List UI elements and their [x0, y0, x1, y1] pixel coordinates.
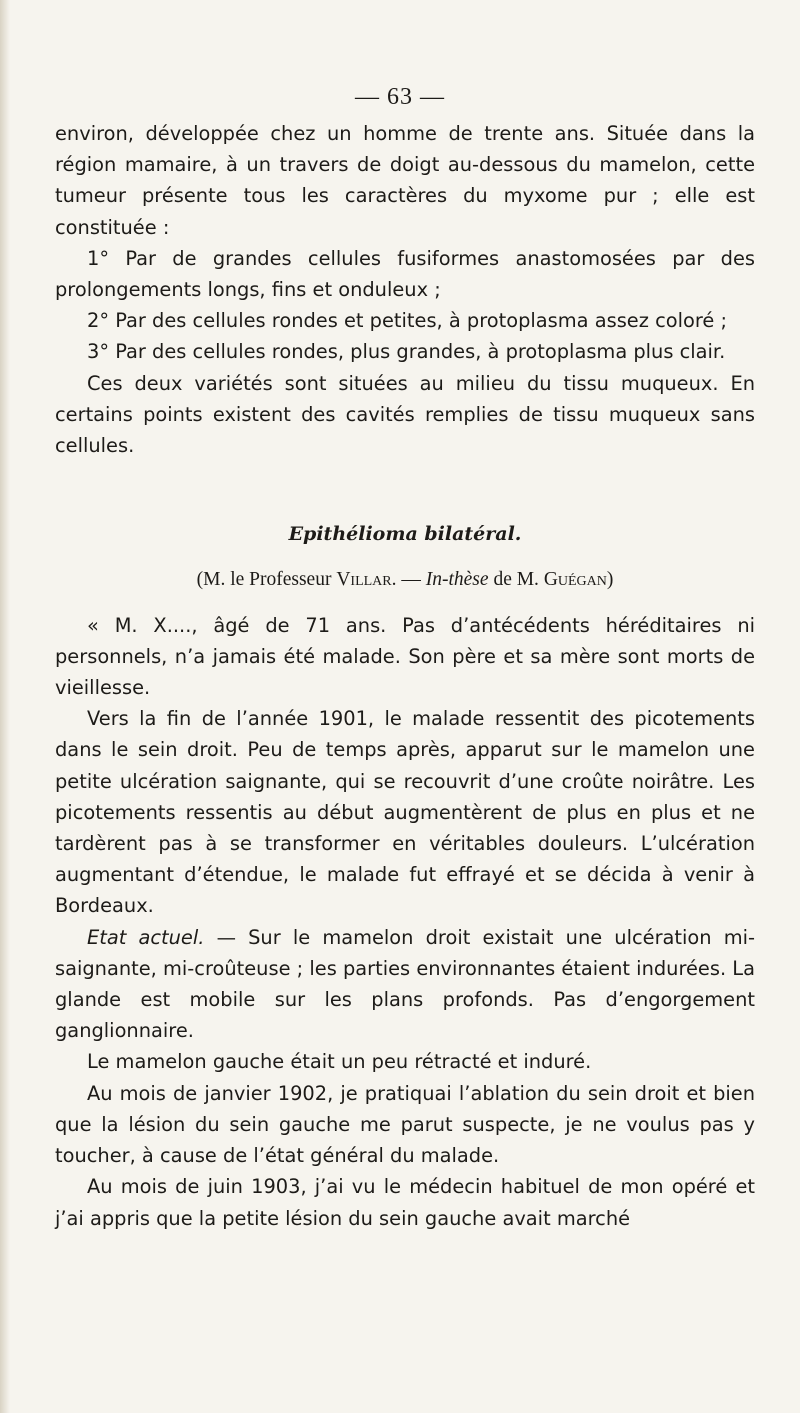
subtitle-open: (M. le Professeur [196, 569, 337, 591]
list-item-1: 1° Par de grandes cellules fusiformes anastomosées par des prolongements longs, fins et onduleux ; [55, 246, 755, 302]
subtitle-de: de M. [488, 569, 544, 591]
section-title: Epithélioma bilatéral. [288, 523, 522, 546]
section-subtitle [55, 564, 755, 595]
paragraph-varietes: Ces deux variétés sont situées au milieu du tissu muqueux. En certains points existent des cavités remplies de tissu muqueux sans cellules. [55, 371, 755, 458]
page-number: — 63 — [355, 84, 445, 110]
subtitle-close: ) [606, 569, 614, 591]
paragraph-suivi: Au mois de juin 1903, j’ai vu le médecin habituel de mon opéré et j’ai appris que la petite lésion du sein gauche avait marché [55, 1175, 755, 1230]
paragraph-ablation: Au mois de janvier 1902, je pratiquai l’ablation du sein droit et bien que la lésion du sein gauche me parut suspecte, je ne voulus pas y toucher, à cause de l’état général du malade. [55, 1081, 755, 1168]
paragraph-histoire: Vers la fin de l’année 1901, le malade ressentit des picotements dans le sein droit. Peu de temps après, apparut sur le mamelon une petite ulcération saignante, qui se recouvrit d’une croûte noirâtre. Les picotements ressentis au début augmentèrent de plus en plus et ne tardèrent pas à se transformer en véritables douleurs. L’ulcération augmentant d’étendue, le malade fut effrayé et se décida à venir à Bordeaux. [55, 707, 755, 918]
paragraph-mamelon-gauche: Le mamelon gauche était un peu rétracté et induré. [87, 1050, 592, 1074]
thesis-author: Guégan [543, 569, 607, 591]
author-name: Villar [336, 569, 392, 591]
list-item-2: 2° Par des cellules rondes et petites, à protoplasma assez coloré ; [87, 309, 728, 333]
page-edge-shadow [0, 0, 10, 1413]
etat-actuel-label: Etat actuel. [87, 925, 205, 949]
body-text [55, 118, 755, 1234]
etat-actuel-text: — Sur le mamelon droit existait une ulcération mi-saignante, mi-croûteuse ; les parties environnantes étaient indurées. La glande est mobile sur les plans profonds. Pas d’engorgement ganglionnaire. [55, 925, 756, 1043]
subtitle-separator: . — [391, 569, 426, 591]
thesis-label: In-thèse [425, 569, 489, 591]
paragraph-antecedents: « M. X...., âgé de 71 ans. Pas d’antécédents héréditaires ni personnels, n’a jamais été malade. Son père et sa mère sont morts de vieillesse. [55, 613, 755, 700]
paragraph-myxome: environ, développée chez un homme de trente ans. Située dans la région mamaire, à un travers de doigt au-dessous du mamelon, cette tumeur présente tous les caractères du myxome pur ; elle est constituée : [55, 122, 755, 239]
paragraph-etat-actuel [55, 922, 755, 1047]
list-item-3: 3° Par des cellules rondes, plus grandes, à protoplasma plus clair. [87, 340, 726, 364]
